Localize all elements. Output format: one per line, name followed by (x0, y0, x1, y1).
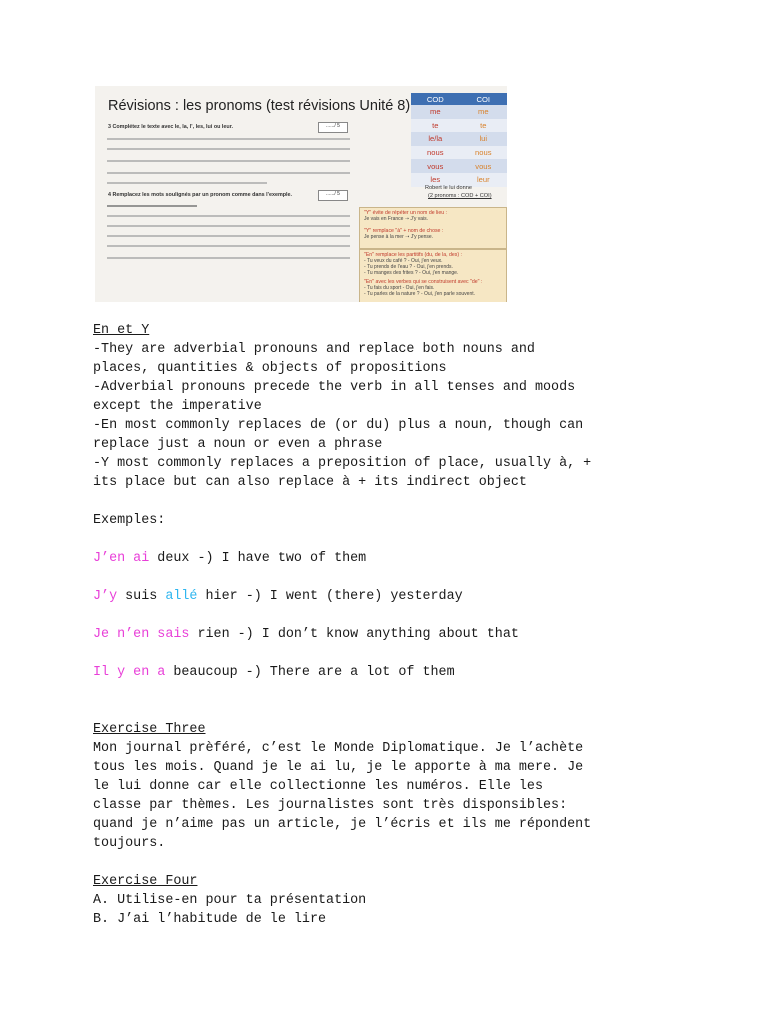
notes-line: places, quantities & objects of propositions (93, 361, 447, 376)
pronoun-table-row (411, 119, 507, 133)
pronoun-coi: leur (460, 173, 507, 187)
exercise-four-line: A. Utilise-en pour ta présentation (93, 893, 367, 908)
example-4 (93, 663, 455, 682)
worksheet-text-line (107, 215, 350, 217)
worksheet-text-line (107, 205, 197, 207)
deux-pronoms-label: (2 pronoms : COD + COI) (428, 193, 492, 199)
worksheet-section-3-score: ....../ 5 (318, 122, 348, 133)
worksheet-section-4: 4 Remplacez les mots soulignés par un pronom comme dans l'exemple. (108, 192, 293, 198)
exercise-four-line: B. J’ai l’habitude de le lire (93, 912, 327, 927)
y-rule-example: Je vais en France ➝ J'y vais. (364, 216, 429, 222)
pronoun-cod: nous (411, 146, 460, 160)
pronoun-coi: te (460, 119, 507, 133)
example-2-translation: hier -) I went (there) yesterday (197, 589, 463, 604)
notes-heading: En et Y (93, 323, 150, 338)
exercise-three-heading: Exercise Three (93, 722, 206, 737)
pronoun-cod: le/la (411, 132, 460, 146)
example-2-french: J’y (93, 589, 118, 604)
pronoun-table-row (411, 146, 507, 160)
en-rule-example: - Tu fais du sport - Oui, j'en fais. (364, 285, 435, 291)
pronoun-table-row (411, 132, 507, 146)
exercise-three-line: classe par thèmes. Les journalistes sont très disponsibles: (93, 798, 568, 813)
en-rule-example: - Tu veux du café ? - Oui, j'en veux. (364, 258, 443, 264)
worksheet-text-line (107, 182, 267, 184)
y-rule-example: Je pense à la mer ➝ J'y pense. (364, 234, 434, 240)
en-rule-heading: "En" remplace les partitifs (du, de la, des) : (364, 252, 462, 258)
worksheet-text-line (107, 160, 350, 162)
example-4-translation: beaucoup -) There are a lot of them (165, 665, 455, 680)
exercise-three-line: quand je n’aime pas un article, je l’écris et ils me répondent (93, 817, 592, 832)
exercise-three-line: le lui donne car elle collectionne les numéros. Elle les (93, 779, 543, 794)
pronoun-coi: vous (460, 159, 507, 173)
example-1 (93, 549, 366, 568)
notes-line: replace just a noun or even a phrase (93, 437, 383, 452)
en-rule-box (359, 249, 507, 302)
en-rule-example: - Tu prends de l'eau ? - Oui, j'en prends. (364, 264, 453, 270)
pronoun-table-row (411, 105, 507, 119)
example-2-participle: allé (165, 589, 198, 604)
pronoun-coi: nous (460, 146, 507, 160)
example-4-french: Il y en a (93, 665, 166, 680)
exercise-four-heading: Exercise Four (93, 874, 198, 889)
example-2 (93, 587, 463, 606)
worksheet-section-4-score: ....../ 5 (318, 190, 348, 201)
pronoun-table (411, 93, 507, 187)
example-3-french: Je n’en sais (93, 627, 190, 642)
example-2-verb: suis (117, 589, 166, 604)
worksheet-image (95, 86, 507, 302)
robert-example: Robert le lui donne (425, 185, 472, 191)
exercise-three-line: toujours. (93, 836, 166, 851)
pronoun-cod: me (411, 105, 460, 119)
example-1-translation: deux -) I have two of them (149, 551, 367, 566)
en-rule-example: - Tu parles de la nature ? - Oui, j'en parle souvent. (364, 291, 476, 297)
pronoun-coi: me (460, 105, 507, 119)
worksheet-section-3: 3 Complétez le texte avec le, la, l', les, lui ou leur. (108, 124, 234, 130)
worksheet-text-line (107, 245, 350, 247)
pronoun-cod: te (411, 119, 460, 133)
y-rule-box (359, 207, 507, 249)
pronoun-cod: vous (411, 159, 460, 173)
pronoun-table-header-cod: COD (411, 93, 460, 105)
worksheet-text-line (107, 148, 350, 150)
notes-line: except the imperative (93, 399, 262, 414)
exercise-three-line: tous les mois. Quand je le ai lu, je le apporte à ma mere. Je (93, 760, 584, 775)
worksheet-text-line (107, 138, 350, 140)
pronoun-coi: lui (460, 132, 507, 146)
example-3-translation: rien -) I don’t know anything about that (189, 627, 519, 642)
worksheet-text-line (107, 257, 350, 259)
pronoun-cod: les (411, 173, 460, 187)
example-3 (93, 625, 519, 644)
examples-label: Exemples: (93, 513, 166, 528)
en-rule-example: - Tu manges des frites ? - Oui, j'en mange. (364, 270, 459, 276)
pronoun-table-row (411, 159, 507, 173)
worksheet-text-line (107, 235, 350, 237)
exercise-three-line: Mon journal prèféré, c’est le Monde Diplomatique. Je l’achète (93, 741, 584, 756)
en-rule-heading: "En" avec les verbes qui se construisent avec "de" : (364, 279, 483, 285)
notes-line: -They are adverbial pronouns and replace both nouns and (93, 342, 535, 357)
pronoun-table-header-coi: COI (460, 93, 507, 105)
worksheet-text-line (107, 172, 350, 174)
y-rule-heading: "Y" évite de répéter un nom de lieu : (364, 210, 447, 216)
y-rule-heading: "Y" remplace "à" + nom de chose : (364, 228, 444, 234)
notes-line: -Y most commonly replaces a preposition of place, usually à, + (93, 456, 592, 471)
notes-line: -En most commonly replaces de (or du) plus a noun, though can (93, 418, 584, 433)
example-1-french: J’en ai (93, 551, 150, 566)
notes-line: -Adverbial pronouns precede the verb in all tenses and moods (93, 380, 576, 395)
worksheet-text-line (107, 225, 350, 227)
notes-line: its place but can also replace à + its indirect object (93, 475, 527, 490)
worksheet-title: Révisions : les pronoms (test révisions Unité 8) (108, 98, 411, 114)
